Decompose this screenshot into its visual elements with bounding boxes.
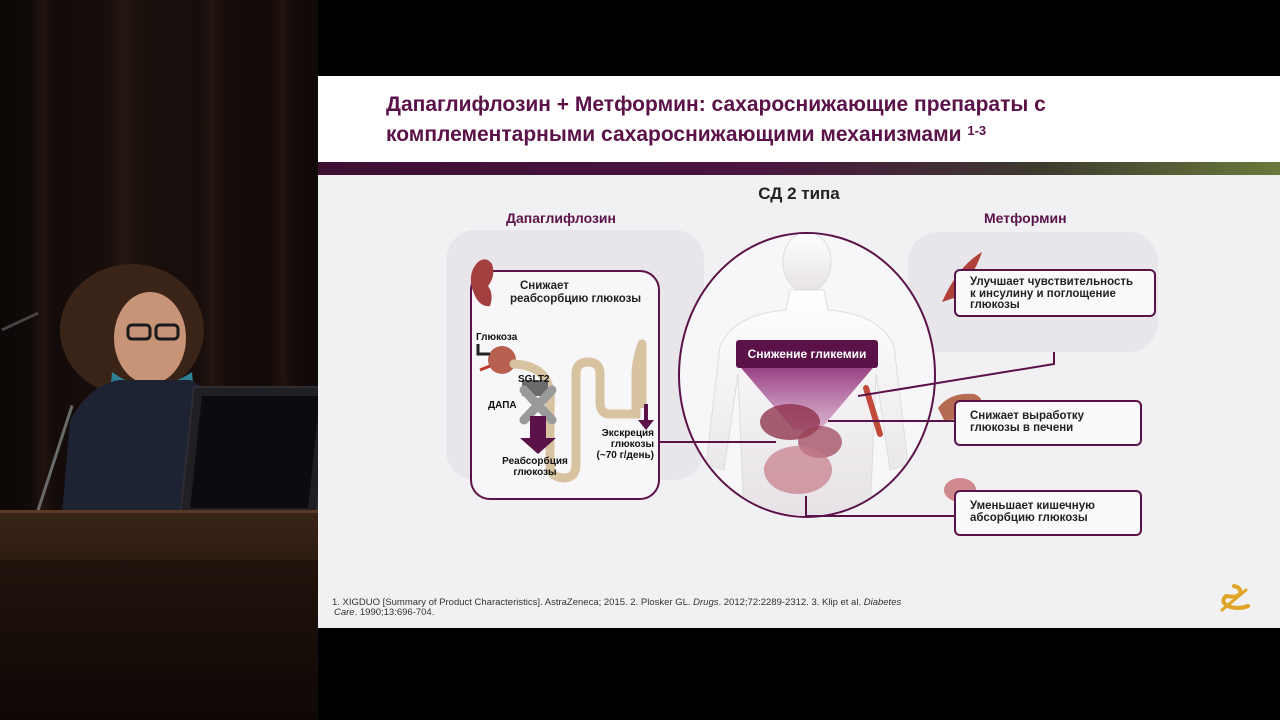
reduces-reabsorption-line1: Снижает xyxy=(520,280,569,292)
callout-1-line1: Улучшает чувствительность xyxy=(970,276,1134,288)
reduces-reabsorption-line2: реабсорбцию глюкозы xyxy=(510,293,642,305)
slide-title-reference: 1-3 xyxy=(967,123,987,138)
callout-3-line1: Уменьшает кишечную xyxy=(970,500,1095,512)
glycemia-reduction-badge: Снижение гликемии xyxy=(736,340,878,368)
callout-2-line2: глюкозы в печени xyxy=(970,422,1074,434)
footnote-line2: . 1990;13:696-704. xyxy=(354,607,435,618)
diabetes-type-label: СД 2 типа xyxy=(758,184,840,203)
callout-insulin-sensitivity xyxy=(954,269,1156,317)
footnote-part2: . 2012;72:2289-2312. 3. Klip et al. xyxy=(718,597,864,608)
podium-front xyxy=(0,560,318,720)
slide-title-line2: комплементарными сахароснижающими механизмами xyxy=(386,123,962,146)
monitor-screen xyxy=(190,396,318,508)
reabsorption-label xyxy=(500,456,570,478)
laptop-monitor xyxy=(179,386,318,518)
callout-1-line3: глюкозы xyxy=(970,299,1020,311)
diagram-connectors xyxy=(318,76,1280,628)
presentation-slide xyxy=(318,76,1280,628)
reabsorption-line1: Реабсорбция xyxy=(502,456,568,467)
astrazeneca-logo-icon xyxy=(1216,584,1252,614)
slide-title-line1: Дапаглифлозин + Метформин: сахароснижающие препараты с xyxy=(386,93,1046,116)
sglt2-label: SGLT2 xyxy=(518,374,550,385)
excretion-line2: глюкозы xyxy=(610,439,654,450)
callout-3-line2: абсорбцию глюкозы xyxy=(970,512,1088,524)
dapagliflozin-heading: Дапаглифлозин xyxy=(506,210,616,226)
callout-2-line1: Снижает выработку xyxy=(970,410,1085,422)
metformin-heading: Метформин xyxy=(984,210,1067,226)
footnote-journal2: Diabetes xyxy=(863,597,902,608)
footnote-journal1: Drugs xyxy=(693,597,719,608)
slide-footnote xyxy=(332,598,1032,618)
video-speaker-area xyxy=(0,0,318,720)
dapa-label: ДАПА xyxy=(488,400,517,411)
reabsorption-line2: глюкозы xyxy=(513,467,557,478)
footnote-part1: 1. XIGDUO [Summary of Product Characteristics]. AstraZeneca; 2015. 2. Plosker GL. xyxy=(332,597,694,608)
excretion-label xyxy=(588,428,654,461)
footnote-journal2-cont: Care xyxy=(334,607,355,618)
callout-1-line2: к инсулину и поглощение xyxy=(970,287,1116,300)
callout-liver-glucose xyxy=(954,400,1142,446)
callout-intestinal-absorption xyxy=(954,490,1142,536)
excretion-line1: Экскреция xyxy=(601,428,654,439)
glucose-label: Глюкоза xyxy=(476,332,518,343)
excretion-line3: (~70 г/день) xyxy=(596,450,654,461)
